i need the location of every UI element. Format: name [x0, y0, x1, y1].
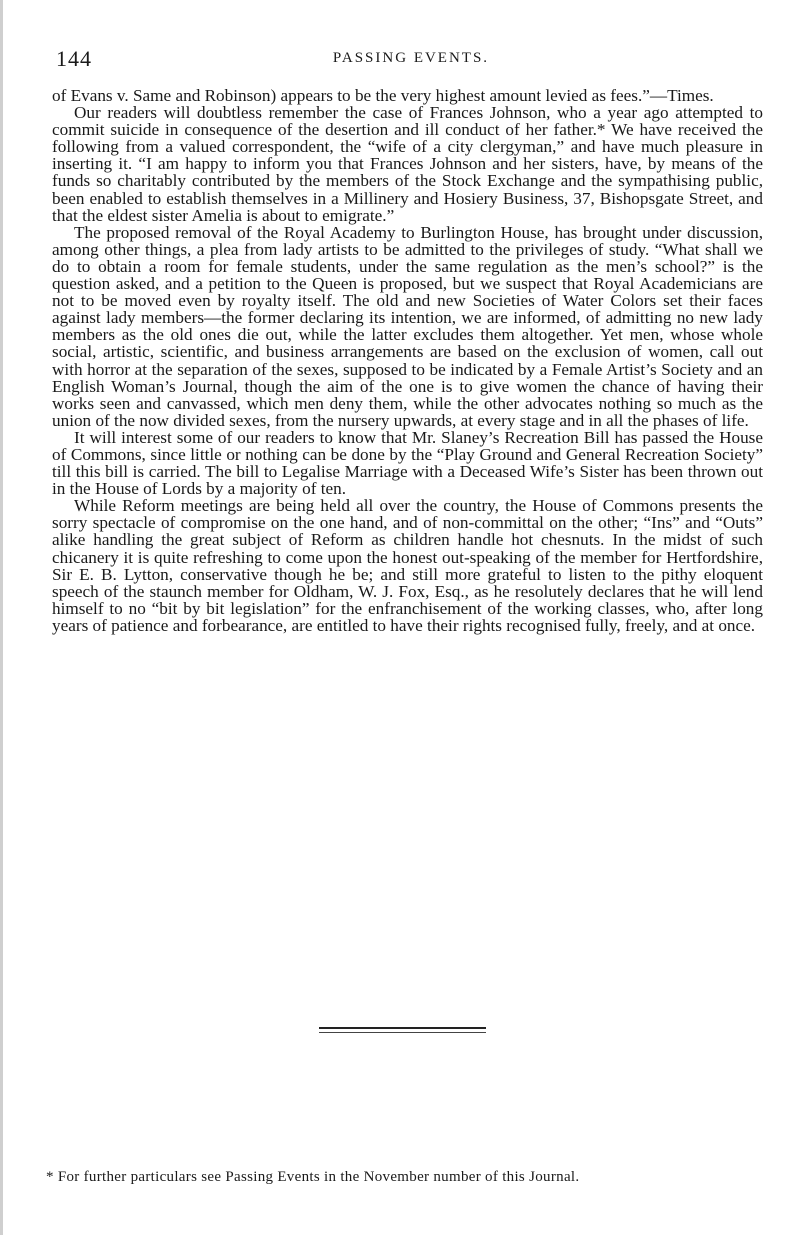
divider-rule-thick: [319, 1027, 486, 1029]
paragraph-reform-meetings: While Reform meetings are being held all over the country, the House of Commons presents the sorry spectacle of compromise on the one hand, and of non-committal on the other; “Ins” and “Outs” alike handling the great subject of Reform as children handle hot chesnuts. In the midst of such chicanery it is quite refreshing to come upon the honest out-speaking of the member for Hertfordshire, Sir E. B. Lytton, conservative though he be; and still more grateful to listen to the pithy eloquent speech of the staunch member for Oldham, W. J. Fox, Esq., as he resolutely declares that he will lend himself to no “bit by bit legislation” for the enfranchisement of the working classes, who, after long years of patience and forbearance, are entitled to have their rights recognised fully, freely, and at once.: [52, 496, 763, 635]
paragraph-recreation-bill: It will interest some of our readers to know that Mr. Slaney’s Recreation Bill has passed the House of Commons, since little or nothing can be done by the “Play Ground and General Recreation Society” till this bill is carried. The bill to Legalise Marriage with a Deceased Wife’s Sister has been thrown out in the House of Lords by a majority of ten.: [52, 427, 763, 499]
page-number: 144: [56, 46, 92, 71]
paragraph-continued: of Evans v. Same and Robinson) appears to be the very highest amount levied as fees.”—Times.: [52, 86, 714, 105]
footnote: * For further particulars see Passing Events in the November number of this Journal.: [46, 1169, 580, 1185]
running-title: PASSING EVENTS.: [332, 50, 490, 66]
paragraph-frances-johnson: Our readers will doubtless remember the case of Frances Johnson, who a year ago attempted to commit suicide in consequence of the desertion and ill conduct of her father.* We have received the following from a valued correspondent, the “wife of a city clergyman,” and have much pleasure in inserting it. “I am happy to inform you that Frances Johnson and her sisters, have, by means of the funds so charitably contributed by the members of the Stock Exchange and the sympathising public, been enabled to establish themselves in a Millinery and Hosiery Business, 37, Bishopsgate Street, and that the eldest sister Amelia is about to emigrate.”: [52, 103, 763, 225]
paragraph-royal-academy: The proposed removal of the Royal Academy to Burlington House, has brought under discussion, among other things, a plea from lady artists to be admitted to the privileges of study. “What shall we do to obtain a room for female students, under the same regulation as the men’s school?” is the question asked, and a petition to the Queen is proposed, but we suspect that Royal Academicians are not to be moved even by royalty itself. The old and new Societies of Water Colors set their faces against lady members—the former declaring its intention, we are informed, of admitting no new lady members as the old ones die out, while the latter excludes them altogether. Yet men, whose whole social, artistic, scientific, and business arrangements are based on the exclusion of women, call out with horror at the separation of the sexes, supposed to be indicated by a Female Artist’s Society and an English Woman’s Journal, though the aim of the one is to give women the chance of having their works seen and canvassed, which men deny them, while the other advocates nothing so much as the union of the now divided sexes, from the nursery upwards, at every stage and in all the phases of life.: [52, 222, 763, 430]
article-body: [52, 87, 763, 634]
divider-rule-thin: [319, 1032, 486, 1033]
running-head: [56, 46, 766, 74]
page-margin-shadow: [0, 0, 3, 1235]
section-divider: [319, 1027, 486, 1033]
